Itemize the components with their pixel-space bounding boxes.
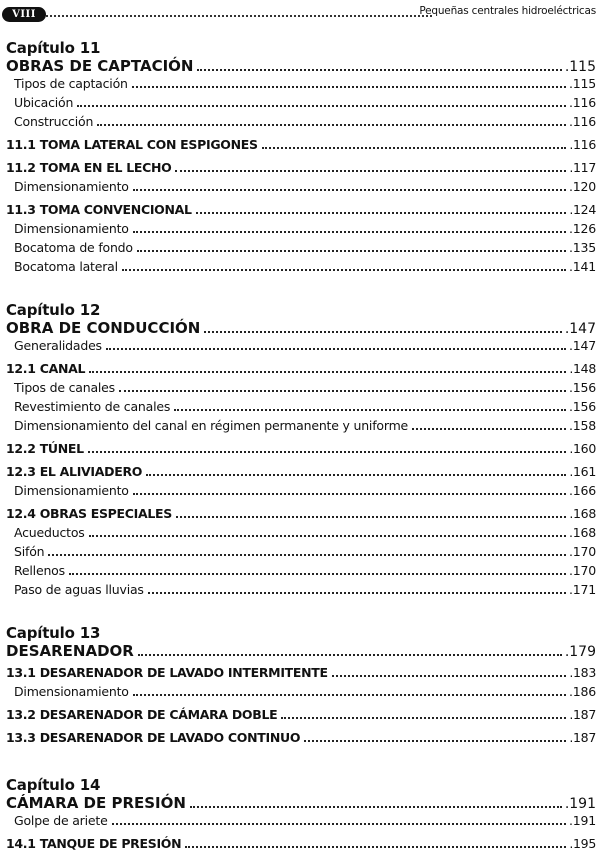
dot-leader bbox=[185, 846, 566, 848]
subentry-title: Bocatoma de fondo bbox=[14, 240, 133, 255]
section-entry bbox=[6, 160, 596, 179]
section-entry bbox=[6, 137, 596, 156]
subentry-page: .158 bbox=[568, 418, 596, 433]
subentry-page: .116 bbox=[568, 95, 596, 110]
section-block bbox=[6, 160, 596, 198]
subentry-page: .120 bbox=[568, 179, 596, 194]
subentry-title: Tipos de captación bbox=[14, 76, 128, 91]
dot-leader bbox=[77, 105, 566, 107]
dot-leader bbox=[204, 331, 561, 333]
subentry bbox=[6, 813, 596, 832]
dot-leader bbox=[175, 170, 566, 172]
subentry bbox=[6, 114, 596, 133]
subentry-page: .126 bbox=[568, 221, 596, 236]
subentry-page: .156 bbox=[568, 380, 596, 395]
table-of-contents bbox=[6, 40, 596, 855]
subentry-group bbox=[6, 179, 596, 198]
subentry bbox=[6, 684, 596, 703]
chapter-entry-title: OBRA DE CONDUCCIÓN bbox=[6, 319, 201, 337]
subentry bbox=[6, 240, 596, 259]
section-entry bbox=[6, 707, 596, 726]
subentry bbox=[6, 563, 596, 582]
section-block bbox=[6, 137, 596, 156]
subentry-page: .156 bbox=[568, 399, 596, 414]
section-entry-title: 12.4 OBRAS ESPECIALES bbox=[6, 506, 172, 521]
dot-leader bbox=[174, 409, 566, 411]
dot-leader bbox=[332, 675, 567, 677]
subentry-title: Dimensionamiento bbox=[14, 221, 129, 236]
section-entry bbox=[6, 506, 596, 525]
chapter-entry-page: .147 bbox=[564, 321, 596, 337]
subentry bbox=[6, 179, 596, 198]
section-entry-title: 13.3 DESARENADOR DE LAVADO CONTINUO bbox=[6, 730, 301, 745]
section-entry-title: 12.2 TÚNEL bbox=[6, 441, 84, 456]
dot-leader bbox=[88, 451, 567, 453]
section-entry bbox=[6, 665, 596, 684]
dot-leader bbox=[262, 147, 567, 149]
running-title: Pequeñas centrales hidroeléctricas bbox=[419, 5, 596, 17]
dot-leader bbox=[119, 390, 566, 392]
chapter-title-row bbox=[6, 794, 596, 813]
subentry bbox=[6, 338, 596, 357]
subentry-title: Paso de aguas lluvias bbox=[14, 582, 144, 597]
chapter-block bbox=[6, 302, 596, 601]
dot-leader bbox=[304, 740, 566, 742]
dot-leader bbox=[106, 348, 566, 350]
subentry-group bbox=[6, 221, 596, 278]
dot-leader bbox=[112, 823, 566, 825]
subentry-page: .135 bbox=[568, 240, 596, 255]
dot-leader bbox=[133, 231, 566, 233]
subentry-title: Ubicación bbox=[14, 95, 74, 110]
subentry-title: Dimensionamiento del canal en régimen permanente y uniforme bbox=[14, 418, 409, 433]
chapter-entry-title: DESARENADOR bbox=[6, 642, 134, 660]
section-block bbox=[6, 730, 596, 749]
section-entry bbox=[6, 730, 596, 749]
subentry bbox=[6, 259, 596, 278]
dot-leader bbox=[281, 717, 566, 719]
dot-leader bbox=[138, 654, 562, 656]
chapter-entry-page: .191 bbox=[564, 796, 596, 812]
subentry-page: .170 bbox=[568, 563, 596, 578]
subentry bbox=[6, 483, 596, 502]
dot-leader bbox=[137, 250, 566, 252]
subentry-title: Bocatoma lateral bbox=[14, 259, 118, 274]
subentry-title: Generalidades bbox=[14, 338, 102, 353]
dot-leader bbox=[148, 592, 566, 594]
section-entry-title: 13.1 DESARENADOR DE LAVADO INTERMITENTE bbox=[6, 665, 328, 680]
section-entry-title: 12.3 EL ALIVIADERO bbox=[6, 464, 143, 479]
section-entry bbox=[6, 464, 596, 483]
section-entry-page: .183 bbox=[569, 665, 596, 680]
subentry-page: .147 bbox=[568, 338, 596, 353]
subentry-group bbox=[6, 684, 596, 703]
section-block bbox=[6, 441, 596, 460]
section-entry-title: 11.2 TOMA EN EL LECHO bbox=[6, 160, 172, 175]
subentry-page: .170 bbox=[568, 544, 596, 559]
subentry-page: .116 bbox=[568, 114, 596, 129]
section-block bbox=[6, 836, 596, 855]
subentry-page: .191 bbox=[568, 813, 596, 828]
dot-leader bbox=[146, 474, 566, 476]
chapter-entry-title: CÁMARA DE PRESIÓN bbox=[6, 794, 186, 812]
subentry bbox=[6, 418, 596, 437]
subentry-title: Tipos de canales bbox=[14, 380, 115, 395]
subentry-title: Revestimiento de canales bbox=[14, 399, 171, 414]
chapter-entry bbox=[6, 794, 596, 813]
dot-leader bbox=[69, 573, 566, 575]
dot-leader bbox=[176, 516, 566, 518]
dot-leader bbox=[412, 428, 566, 430]
chapter-title-row bbox=[6, 57, 596, 76]
subentry-title: Golpe de ariete bbox=[14, 813, 108, 828]
chapter-entry bbox=[6, 57, 596, 76]
section-entry-page: .116 bbox=[569, 137, 596, 152]
chapter-label: Capítulo 11 bbox=[6, 39, 101, 57]
section-entry-page: .187 bbox=[569, 707, 596, 722]
dot-leader bbox=[197, 69, 561, 71]
dot-leader bbox=[133, 694, 566, 696]
chapter-entry bbox=[6, 642, 596, 661]
subentry-title: Dimensionamiento bbox=[14, 684, 129, 699]
dot-leader bbox=[190, 806, 562, 808]
subentry-page: .168 bbox=[568, 525, 596, 540]
section-entry bbox=[6, 836, 596, 855]
chapter-label: Capítulo 13 bbox=[6, 624, 101, 642]
chapter-title-row bbox=[6, 642, 596, 661]
subentry bbox=[6, 221, 596, 240]
page-number-badge: VIII bbox=[2, 7, 46, 22]
chapter-label: Capítulo 12 bbox=[6, 301, 101, 319]
page-header bbox=[0, 0, 600, 22]
section-entry-page: .160 bbox=[569, 441, 596, 456]
section-block bbox=[6, 361, 596, 437]
section-entry-page: .161 bbox=[569, 464, 596, 479]
subentry-page: .115 bbox=[568, 76, 596, 91]
chapter-entry-page: .115 bbox=[564, 59, 596, 75]
chapter-label: Capítulo 14 bbox=[6, 776, 101, 794]
section-entry-page: .168 bbox=[569, 506, 596, 521]
chapter-block bbox=[6, 625, 596, 749]
subentry bbox=[6, 76, 596, 95]
chapter-block bbox=[6, 40, 596, 278]
subentry bbox=[6, 525, 596, 544]
chapter-entry-page: .179 bbox=[564, 644, 596, 660]
subentry bbox=[6, 380, 596, 399]
subentry-group bbox=[6, 525, 596, 601]
section-entry bbox=[6, 202, 596, 221]
section-block bbox=[6, 464, 596, 502]
subentry-title: Acueductos bbox=[14, 525, 85, 540]
section-entry-page: .117 bbox=[569, 160, 596, 175]
section-entry-page: .148 bbox=[569, 361, 596, 376]
chapter-block bbox=[6, 777, 596, 855]
section-block bbox=[6, 665, 596, 703]
section-entry-title: 12.1 CANAL bbox=[6, 361, 86, 376]
subentry bbox=[6, 544, 596, 563]
dot-leader bbox=[48, 554, 566, 556]
section-entry-page: .124 bbox=[569, 202, 596, 217]
section-entry-title: 13.2 DESARENADOR DE CÁMARA DOBLE bbox=[6, 707, 278, 722]
section-entry-page: .195 bbox=[569, 836, 596, 851]
subentry-page: .166 bbox=[568, 483, 596, 498]
section-block bbox=[6, 506, 596, 601]
subentry-group bbox=[6, 813, 596, 832]
subentry-title: Dimensionamiento bbox=[14, 179, 129, 194]
section-entry-page: .187 bbox=[569, 730, 596, 745]
subentry-page: .186 bbox=[568, 684, 596, 699]
dot-leader bbox=[133, 189, 566, 191]
subentry-title: Dimensionamiento bbox=[14, 483, 129, 498]
section-entry bbox=[6, 361, 596, 380]
subentry-page: .171 bbox=[568, 582, 596, 597]
dot-leader bbox=[122, 269, 566, 271]
section-entry-title: 14.1 TANQUE DE PRESIÓN bbox=[6, 836, 182, 851]
subentry-group bbox=[6, 380, 596, 437]
dot-leader bbox=[133, 493, 566, 495]
subentry-group bbox=[6, 76, 596, 133]
dot-leader bbox=[89, 371, 566, 373]
subentry bbox=[6, 399, 596, 418]
subentry-title: Sifón bbox=[14, 544, 45, 559]
dot-leader bbox=[89, 535, 566, 537]
subentry-title: Rellenos bbox=[14, 563, 65, 578]
subentry bbox=[6, 95, 596, 114]
header-dotted-rule bbox=[46, 15, 432, 17]
chapter-entry-title: OBRAS DE CAPTACIÓN bbox=[6, 57, 194, 75]
dot-leader bbox=[97, 124, 566, 126]
chapter-entry bbox=[6, 319, 596, 338]
section-entry-title: 11.3 TOMA CONVENCIONAL bbox=[6, 202, 192, 217]
dot-leader bbox=[132, 86, 566, 88]
subentry-title: Construcción bbox=[14, 114, 94, 129]
chapter-title-row bbox=[6, 319, 596, 338]
section-block bbox=[6, 202, 596, 278]
subentry-group bbox=[6, 338, 596, 357]
dot-leader bbox=[196, 212, 567, 214]
section-block bbox=[6, 707, 596, 726]
subentry-group bbox=[6, 483, 596, 502]
subentry bbox=[6, 582, 596, 601]
section-entry bbox=[6, 441, 596, 460]
section-entry-title: 11.1 TOMA LATERAL CON ESPIGONES bbox=[6, 137, 258, 152]
subentry-page: .141 bbox=[568, 259, 596, 274]
